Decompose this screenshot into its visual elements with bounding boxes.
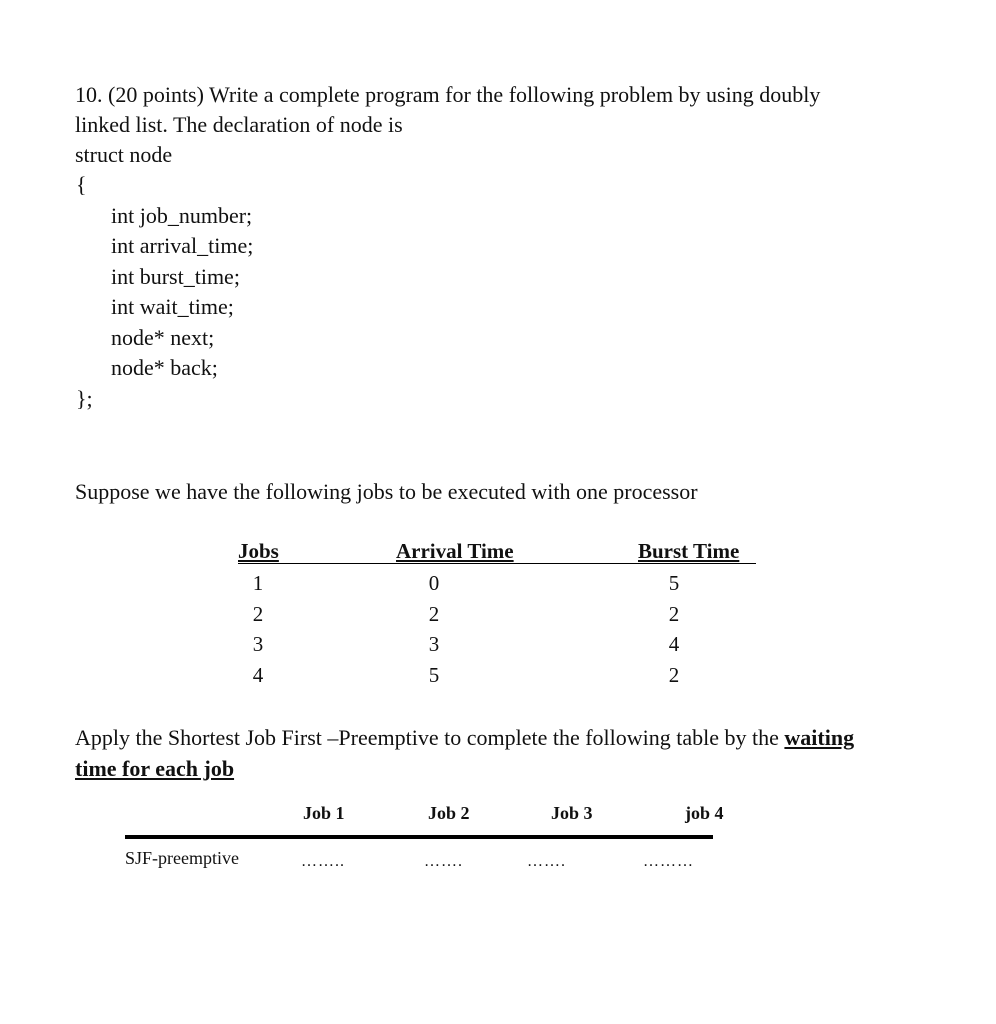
job-cell: 1 — [252, 571, 264, 595]
intro-text: Suppose we have the following jobs to be executed with one processor — [75, 479, 698, 504]
row-label: SJF-preemptive — [125, 848, 239, 868]
job-cell: 2 — [252, 602, 264, 626]
burst-cell: 5 — [668, 571, 680, 595]
blank-job-2: ……. — [424, 853, 463, 870]
instruction-line-1 — [75, 722, 854, 753]
struct-field: node* back; — [111, 355, 218, 380]
arrival-cell: 3 — [428, 632, 440, 656]
instruction-line-2 — [75, 753, 234, 784]
arrival-cell: 0 — [428, 571, 440, 595]
job-cell: 4 — [252, 663, 264, 687]
header-burst-time: Burst Time — [638, 539, 740, 563]
struct-field: int arrival_time; — [111, 233, 254, 258]
header-arrival-time: Arrival Time — [396, 539, 514, 563]
header-job-3: Job 3 — [551, 803, 593, 823]
struct-field: int burst_time; — [111, 264, 240, 289]
burst-cell: 4 — [668, 632, 680, 656]
open-brace: { — [76, 172, 87, 197]
header-job-1: Job 1 — [303, 803, 345, 823]
instruction-emphasis-2: time for each job — [75, 756, 235, 781]
burst-cell: 2 — [668, 663, 680, 687]
header-jobs: Jobs — [238, 539, 279, 563]
blank-job-1: …….. — [301, 853, 345, 870]
instruction-text: Apply the Shortest Job First –Preemptive to complete the following table by the — [75, 725, 785, 750]
close-brace: }; — [76, 386, 93, 411]
blank-job-3: ……. — [527, 853, 566, 870]
struct-field: int wait_time; — [111, 294, 234, 319]
header-job-2: Job 2 — [428, 803, 470, 823]
struct-field: node* next; — [111, 325, 215, 350]
burst-cell: 2 — [668, 602, 680, 626]
struct-declaration: struct node — [75, 142, 173, 167]
header-job-4: job 4 — [685, 803, 724, 823]
instruction-emphasis-1: waiting — [784, 725, 855, 750]
waiting-table-rule — [125, 835, 713, 839]
question-line-1: 10. (20 points) Write a complete program for the following problem by using doubly — [75, 82, 821, 107]
job-cell: 3 — [252, 632, 264, 656]
arrival-cell: 2 — [428, 602, 440, 626]
arrival-cell: 5 — [428, 663, 440, 687]
blank-job-4: ……… — [643, 853, 694, 870]
question-line-2: linked list. The declaration of node is — [75, 112, 403, 137]
struct-field: int job_number; — [111, 203, 253, 228]
